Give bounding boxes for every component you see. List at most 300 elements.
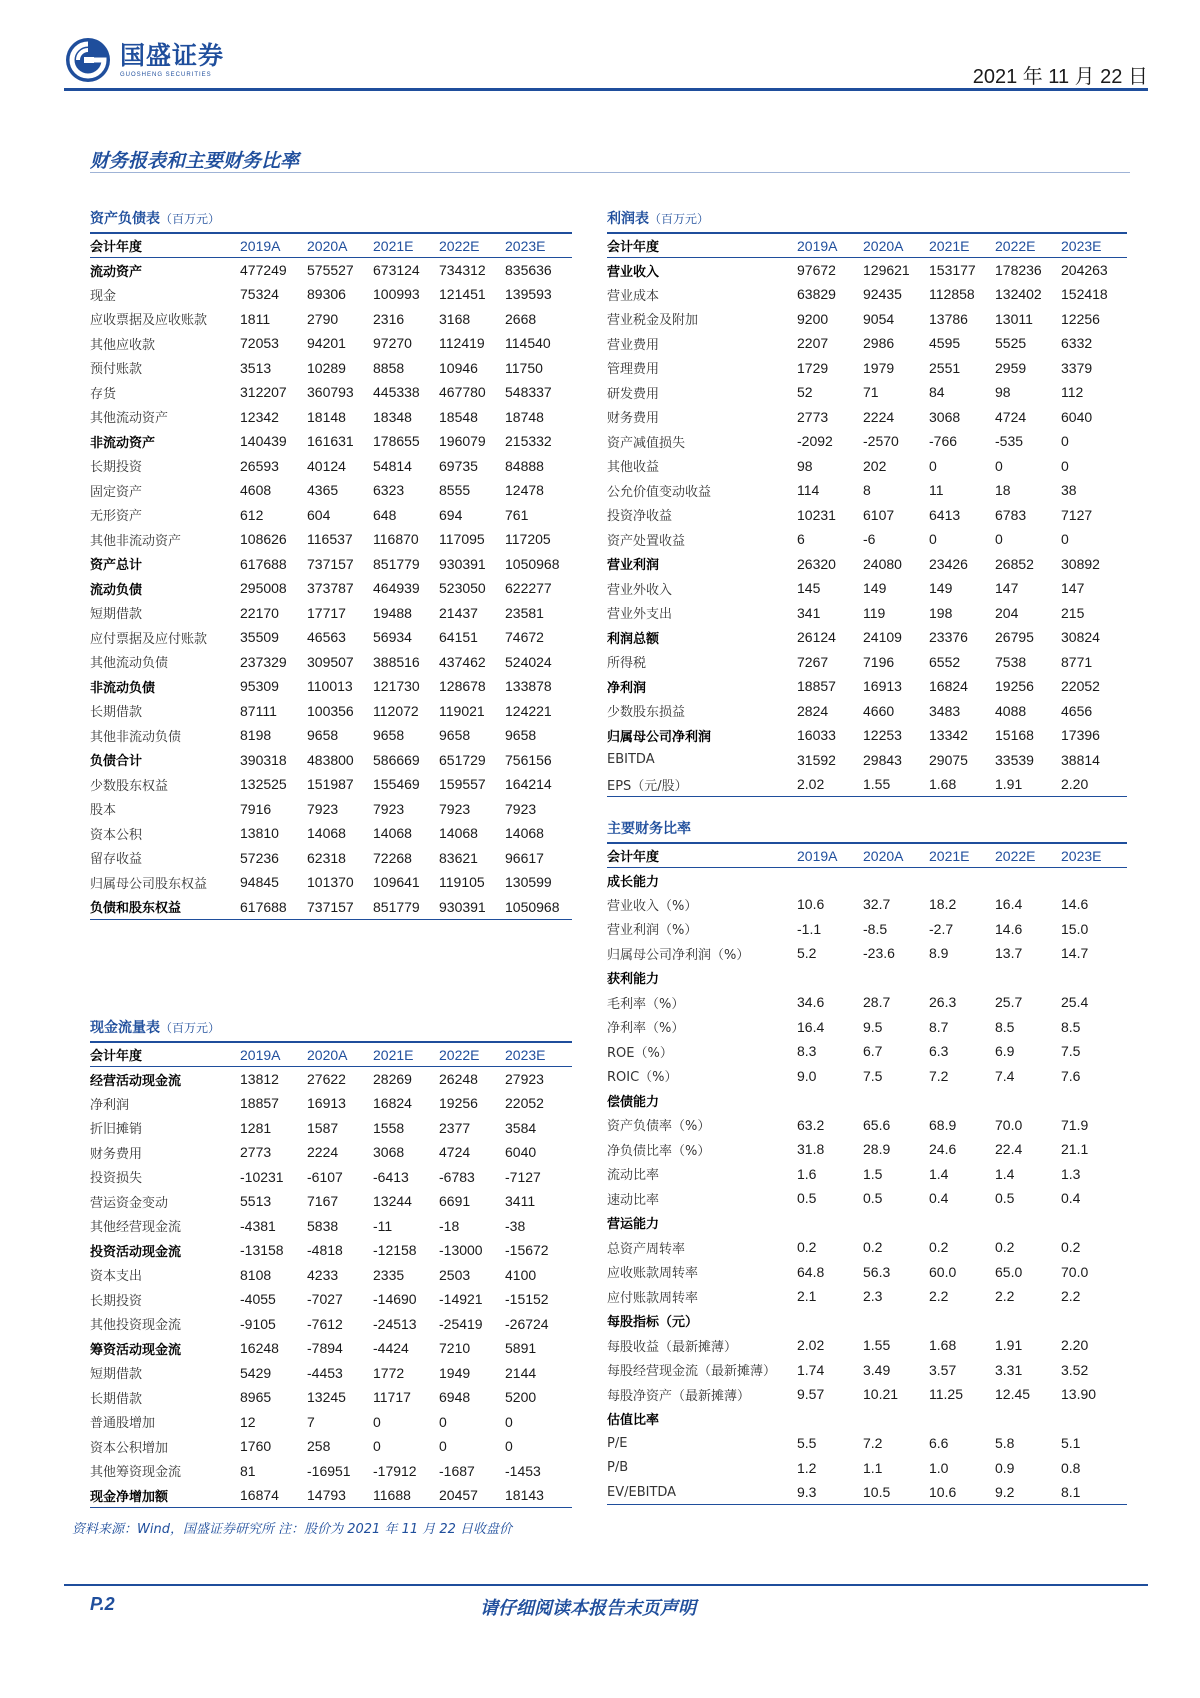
value-cell: 6107 bbox=[863, 506, 895, 523]
table-row bbox=[607, 552, 1127, 577]
value-cell: 604 bbox=[307, 506, 331, 523]
value-cell: 7.5 bbox=[863, 1067, 883, 1084]
row-label: 其他流动资产 bbox=[90, 411, 169, 427]
table-row bbox=[607, 674, 1127, 699]
value-cell: 2790 bbox=[307, 310, 339, 327]
row-label: 所得税 bbox=[607, 656, 647, 672]
value-cell: 3411 bbox=[505, 1193, 536, 1210]
value-cell: 7923 bbox=[373, 800, 405, 817]
row-label: 净利率（%） bbox=[607, 1021, 685, 1037]
value-cell: 851779 bbox=[373, 555, 420, 572]
value-cell: 72053 bbox=[240, 335, 279, 352]
value-cell: 5891 bbox=[505, 1340, 537, 1357]
table-row bbox=[90, 478, 572, 503]
year-header: 2023E bbox=[1061, 843, 1127, 868]
value-cell: 617688 bbox=[240, 555, 287, 572]
value-cell: 4365 bbox=[307, 482, 339, 499]
value-cell: 14068 bbox=[373, 825, 412, 842]
value-cell: 9.2 bbox=[995, 1480, 1061, 1505]
header-label: 会计年度 bbox=[90, 233, 240, 258]
section-divider bbox=[90, 172, 1130, 173]
value-cell: 65.6 bbox=[863, 1116, 891, 1133]
value-cell: 14.6 bbox=[995, 920, 1023, 937]
table-row bbox=[90, 1189, 572, 1214]
value-cell: 0 bbox=[505, 1413, 513, 1430]
value-cell: 8858 bbox=[373, 359, 405, 376]
value-cell: 6.6 bbox=[929, 1435, 949, 1452]
value-cell: -2570 bbox=[863, 433, 899, 450]
table-row bbox=[607, 380, 1127, 405]
row-label: 净负债比率（%） bbox=[607, 1143, 711, 1159]
value-cell: 0.5 bbox=[863, 1190, 883, 1207]
value-cell bbox=[995, 868, 1061, 893]
value-cell: 2335 bbox=[373, 1266, 405, 1283]
value-cell: 18.2 bbox=[929, 896, 957, 913]
value-cell: 112419 bbox=[439, 335, 485, 352]
table-row bbox=[607, 1407, 1127, 1432]
row-label: 财务费用 bbox=[90, 1146, 143, 1162]
value-cell: -13158 bbox=[240, 1242, 284, 1259]
header-divider bbox=[64, 88, 1148, 91]
row-label: 每股经营现金流（最新摊薄） bbox=[607, 1364, 777, 1380]
value-cell: 2959 bbox=[995, 359, 1027, 376]
value-cell: 89306 bbox=[307, 286, 346, 303]
value-cell: 9658 bbox=[373, 727, 405, 744]
table-row bbox=[90, 356, 572, 381]
year-header: 2020A bbox=[307, 1042, 373, 1067]
value-cell: 0.2 bbox=[797, 1239, 817, 1256]
table-row bbox=[607, 1088, 1127, 1113]
table-row bbox=[90, 821, 572, 846]
value-cell: -25419 bbox=[439, 1315, 483, 1332]
value-cell: 16874 bbox=[240, 1483, 307, 1508]
row-label: 毛利率（%） bbox=[607, 996, 685, 1012]
row-label: 成长能力 bbox=[607, 874, 660, 890]
value-cell: 2316 bbox=[373, 310, 405, 327]
value-cell: 312207 bbox=[240, 384, 287, 401]
row-label: 偿债能力 bbox=[607, 1094, 660, 1110]
value-cell: 309507 bbox=[307, 653, 354, 670]
value-cell: 27923 bbox=[505, 1071, 544, 1087]
value-cell: 46563 bbox=[307, 629, 346, 646]
value-cell: 110013 bbox=[307, 678, 353, 695]
value-cell: 9054 bbox=[863, 310, 895, 327]
value-cell: 0.2 bbox=[995, 1239, 1015, 1256]
row-label: ROIC（%） bbox=[607, 1070, 678, 1086]
row-label: 流动比率 bbox=[607, 1168, 660, 1184]
value-cell: 17717 bbox=[307, 604, 346, 621]
value-cell: 8555 bbox=[439, 482, 471, 499]
table-header-row bbox=[90, 1042, 572, 1067]
value-cell: 84888 bbox=[505, 457, 544, 474]
value-cell: 116537 bbox=[307, 531, 353, 548]
ratios-title-text: 主要财务比率 bbox=[607, 821, 691, 837]
value-cell: 7923 bbox=[439, 800, 471, 817]
value-cell: -26724 bbox=[505, 1315, 549, 1332]
value-cell: 0.9 bbox=[995, 1459, 1015, 1476]
value-cell: 109641 bbox=[373, 874, 420, 891]
value-cell: -4055 bbox=[240, 1291, 276, 1308]
value-cell: 7538 bbox=[995, 653, 1027, 670]
year-header: 2023E bbox=[505, 1042, 572, 1067]
value-cell: 1.0 bbox=[929, 1459, 949, 1476]
year-header: 2020A bbox=[863, 233, 929, 258]
row-label: 少数股东损益 bbox=[607, 705, 686, 721]
year-header: 2023E bbox=[1061, 233, 1127, 258]
financial-ratios-table bbox=[607, 842, 1127, 1505]
value-cell: 11688 bbox=[373, 1483, 439, 1508]
value-cell: 2.2 bbox=[995, 1288, 1015, 1305]
value-cell: 5.5 bbox=[797, 1435, 817, 1452]
row-label: 资产处置收益 bbox=[607, 533, 686, 549]
value-cell: 373787 bbox=[307, 580, 354, 597]
row-label: 流动负债 bbox=[90, 582, 143, 598]
value-cell: -38 bbox=[505, 1217, 526, 1234]
value-cell: 0.4 bbox=[929, 1190, 949, 1207]
value-cell: 38 bbox=[1061, 482, 1077, 499]
value-cell: 612 bbox=[240, 506, 264, 523]
row-label: 应付票据及应付账款 bbox=[90, 631, 208, 647]
value-cell: -12158 bbox=[373, 1242, 417, 1259]
table-row bbox=[90, 576, 572, 601]
value-cell bbox=[863, 966, 929, 991]
table-header-row bbox=[607, 233, 1127, 258]
row-label: 投资净收益 bbox=[607, 509, 673, 525]
value-cell: 4724 bbox=[439, 1144, 471, 1161]
row-label: 投资损失 bbox=[90, 1171, 143, 1187]
year-header: 2021E bbox=[373, 233, 439, 258]
row-label: 归属母公司净利润 bbox=[607, 729, 712, 745]
row-label: 存货 bbox=[90, 386, 117, 402]
value-cell: 9658 bbox=[505, 727, 537, 744]
value-cell: -7027 bbox=[307, 1291, 343, 1308]
value-cell: 1.91 bbox=[995, 772, 1061, 797]
row-label: 营业成本 bbox=[607, 288, 660, 304]
value-cell: 0.2 bbox=[929, 1239, 949, 1256]
value-cell: 1281 bbox=[240, 1119, 272, 1136]
row-label: 财务费用 bbox=[607, 411, 660, 427]
value-cell: 56934 bbox=[373, 629, 412, 646]
value-cell: -16951 bbox=[307, 1462, 351, 1479]
value-cell: 7196 bbox=[863, 653, 895, 670]
value-cell: 13.90 bbox=[1061, 1386, 1097, 1403]
value-cell: 1760 bbox=[240, 1438, 272, 1455]
value-cell: -14921 bbox=[439, 1291, 483, 1308]
table-row bbox=[607, 503, 1127, 528]
value-cell: 35509 bbox=[240, 629, 279, 646]
value-cell: -6413 bbox=[373, 1168, 409, 1185]
value-cell: 7.6 bbox=[1061, 1067, 1081, 1084]
row-label: 归属母公司股东权益 bbox=[90, 876, 208, 892]
value-cell: -18 bbox=[439, 1217, 460, 1234]
value-cell: 15.0 bbox=[1061, 920, 1089, 937]
value-cell bbox=[797, 1309, 863, 1334]
value-cell: 16824 bbox=[373, 1095, 412, 1112]
row-label: 获利能力 bbox=[607, 972, 660, 988]
value-cell: 3.31 bbox=[995, 1361, 1023, 1378]
row-label: 投资活动现金流 bbox=[90, 1244, 182, 1260]
value-cell: 29075 bbox=[929, 751, 968, 768]
value-cell: 13786 bbox=[929, 310, 968, 327]
value-cell: 737157 bbox=[307, 555, 354, 572]
value-cell: -2092 bbox=[797, 433, 833, 450]
value-cell: 2668 bbox=[505, 310, 537, 327]
value-cell: 2551 bbox=[929, 359, 961, 376]
value-cell: 2.2 bbox=[929, 1288, 949, 1305]
row-label: EBITDA bbox=[607, 752, 655, 768]
value-cell bbox=[863, 1407, 929, 1432]
value-cell: 18748 bbox=[505, 408, 544, 425]
value-cell: 2224 bbox=[307, 1144, 339, 1161]
year-header: 2021E bbox=[929, 233, 995, 258]
row-label: 负债和股东权益 bbox=[90, 895, 240, 920]
value-cell: 1050968 bbox=[505, 895, 572, 920]
value-cell: 132525 bbox=[240, 776, 287, 793]
value-cell: 23376 bbox=[929, 629, 968, 646]
table-row bbox=[90, 1165, 572, 1190]
value-cell: 4656 bbox=[1061, 702, 1093, 719]
table-row bbox=[90, 1263, 572, 1288]
value-cell bbox=[797, 1088, 863, 1113]
value-cell: -6 bbox=[863, 531, 876, 548]
table-row bbox=[607, 478, 1127, 503]
value-cell: 7210 bbox=[439, 1340, 471, 1357]
row-label: 非流动负债 bbox=[90, 680, 156, 696]
value-cell: 70.0 bbox=[995, 1116, 1023, 1133]
value-cell: 761 bbox=[505, 506, 529, 523]
value-cell: 14068 bbox=[307, 825, 346, 842]
guosheng-logo-icon bbox=[64, 36, 112, 84]
value-cell: 24080 bbox=[863, 555, 902, 572]
value-cell: 16.4 bbox=[995, 896, 1023, 913]
value-cell: 57236 bbox=[240, 849, 279, 866]
value-cell: 3068 bbox=[929, 408, 961, 425]
value-cell: 6552 bbox=[929, 653, 961, 670]
value-cell: 0.5 bbox=[797, 1190, 817, 1207]
value-cell: -4453 bbox=[307, 1364, 343, 1381]
value-cell: 15168 bbox=[995, 727, 1034, 744]
value-cell: 4660 bbox=[863, 702, 895, 719]
value-cell: 119021 bbox=[439, 702, 485, 719]
value-cell: 1979 bbox=[863, 359, 895, 376]
value-cell: 10289 bbox=[307, 359, 346, 376]
row-label: 估值比率 bbox=[607, 1413, 660, 1429]
table-row bbox=[607, 1015, 1127, 1040]
table-row bbox=[607, 699, 1127, 724]
value-cell: 10946 bbox=[439, 359, 478, 376]
value-cell: 6 bbox=[797, 531, 805, 548]
value-cell: 14068 bbox=[439, 825, 478, 842]
value-cell: 930391 bbox=[439, 555, 486, 572]
table-row bbox=[607, 405, 1127, 430]
value-cell: 8.9 bbox=[929, 945, 949, 962]
table-row bbox=[90, 405, 572, 430]
value-cell: 1811 bbox=[240, 310, 271, 327]
table-row bbox=[90, 650, 572, 675]
year-header: 2021E bbox=[929, 843, 995, 868]
row-label: 营业利润 bbox=[607, 558, 660, 574]
row-label: 非流动资产 bbox=[90, 435, 156, 451]
row-label: 负债合计 bbox=[90, 754, 143, 770]
value-cell: 26248 bbox=[439, 1071, 478, 1087]
value-cell: 69735 bbox=[439, 457, 478, 474]
value-cell bbox=[1061, 1309, 1127, 1334]
value-cell: 0 bbox=[505, 1438, 513, 1455]
value-cell: 930391 bbox=[439, 895, 505, 920]
row-label: 营业收入 bbox=[607, 264, 660, 280]
value-cell: 9.0 bbox=[797, 1067, 817, 1084]
value-cell: 18143 bbox=[505, 1483, 572, 1508]
value-cell: 1.68 bbox=[929, 1337, 957, 1354]
row-label: 留存收益 bbox=[90, 852, 143, 868]
table-row bbox=[607, 1284, 1127, 1309]
row-label: 其他收益 bbox=[607, 460, 660, 476]
value-cell bbox=[929, 1211, 995, 1236]
row-label: 资本公积 bbox=[90, 827, 143, 843]
value-cell: 13011 bbox=[995, 310, 1033, 327]
value-cell: -4424 bbox=[373, 1340, 409, 1357]
value-cell: 3.49 bbox=[863, 1361, 891, 1378]
value-cell bbox=[863, 868, 929, 893]
value-cell: 124221 bbox=[505, 702, 552, 719]
row-label: 短期借款 bbox=[90, 607, 143, 623]
table-row bbox=[607, 1162, 1127, 1187]
table-row bbox=[607, 1211, 1127, 1236]
table-row bbox=[607, 1382, 1127, 1407]
value-cell: 5.1 bbox=[1061, 1435, 1081, 1452]
table-row bbox=[90, 527, 572, 552]
value-cell bbox=[797, 868, 863, 893]
value-cell: 94201 bbox=[307, 335, 346, 352]
income-statement-title bbox=[607, 208, 709, 228]
value-cell: 6040 bbox=[1061, 408, 1093, 425]
value-cell: 1.74 bbox=[797, 1361, 825, 1378]
value-cell: 9658 bbox=[439, 727, 471, 744]
year-header: 2023E bbox=[505, 233, 572, 258]
row-label: 资产总计 bbox=[90, 558, 143, 574]
value-cell: 19256 bbox=[439, 1095, 478, 1112]
value-cell: 26593 bbox=[240, 457, 279, 474]
value-cell: 112 bbox=[1061, 384, 1084, 401]
value-cell: 2.1 bbox=[797, 1288, 817, 1305]
row-label: 总资产周转率 bbox=[607, 1241, 686, 1257]
value-cell: 0.2 bbox=[863, 1239, 883, 1256]
value-cell: 63829 bbox=[797, 286, 836, 303]
value-cell: 0.2 bbox=[1061, 1239, 1081, 1256]
table-row bbox=[607, 1309, 1127, 1334]
table-row bbox=[90, 380, 572, 405]
value-cell: 0.8 bbox=[1061, 1459, 1081, 1476]
value-cell: 437462 bbox=[439, 653, 486, 670]
table-row bbox=[607, 868, 1127, 893]
value-cell: 9658 bbox=[307, 727, 339, 744]
row-label: P/B bbox=[607, 1460, 629, 1476]
value-cell: -24513 bbox=[373, 1315, 417, 1332]
value-cell: 0 bbox=[1061, 531, 1069, 548]
value-cell: 10231 bbox=[797, 506, 836, 523]
row-label: 其他非流动负债 bbox=[90, 729, 182, 745]
value-cell: 0.4 bbox=[1061, 1190, 1081, 1207]
value-cell bbox=[797, 1407, 863, 1432]
value-cell: 26795 bbox=[995, 629, 1034, 646]
value-cell: 12342 bbox=[240, 408, 279, 425]
cash-flow-title bbox=[90, 1017, 220, 1037]
value-cell: 8.7 bbox=[929, 1018, 949, 1035]
value-cell: 140439 bbox=[240, 433, 287, 450]
value-cell: 0 bbox=[439, 1413, 447, 1430]
row-label: 资产减值损失 bbox=[607, 435, 686, 451]
value-cell: -1453 bbox=[505, 1462, 541, 1479]
value-cell bbox=[929, 868, 995, 893]
value-cell bbox=[863, 1309, 929, 1334]
table-row bbox=[90, 1361, 572, 1386]
value-cell: 19488 bbox=[373, 604, 412, 621]
value-cell bbox=[995, 1088, 1061, 1113]
table-row bbox=[607, 1358, 1127, 1383]
value-cell: 6948 bbox=[439, 1389, 471, 1406]
value-cell: 2986 bbox=[863, 335, 895, 352]
row-label: 营业外支出 bbox=[607, 607, 673, 623]
value-cell bbox=[1061, 1407, 1127, 1432]
page-number: P.2 bbox=[90, 1594, 115, 1614]
row-label: 管理费用 bbox=[607, 362, 660, 378]
value-cell: 16.4 bbox=[797, 1018, 825, 1035]
value-cell: 2503 bbox=[439, 1266, 471, 1283]
value-cell: 467780 bbox=[439, 384, 486, 401]
value-cell: -8.5 bbox=[863, 920, 888, 937]
table-row bbox=[607, 917, 1127, 942]
value-cell: 13.7 bbox=[995, 945, 1023, 962]
value-cell: 70.0 bbox=[1061, 1263, 1089, 1280]
value-cell: 617688 bbox=[240, 895, 307, 920]
value-cell: 81 bbox=[240, 1462, 256, 1479]
value-cell: 851779 bbox=[373, 895, 439, 920]
value-cell: 28.9 bbox=[863, 1141, 891, 1158]
table-row bbox=[90, 723, 572, 748]
value-cell: 0 bbox=[995, 457, 1003, 474]
value-cell: 6.9 bbox=[995, 1043, 1015, 1060]
value-cell: 1.1 bbox=[863, 1459, 883, 1476]
table-row bbox=[90, 454, 572, 479]
value-cell: 22052 bbox=[1061, 678, 1100, 695]
value-cell: 3.52 bbox=[1061, 1361, 1089, 1378]
value-cell: 68.9 bbox=[929, 1116, 957, 1133]
table-row bbox=[607, 1431, 1127, 1456]
table-row bbox=[90, 625, 572, 650]
value-cell: 1.4 bbox=[929, 1165, 949, 1182]
value-cell: 6.3 bbox=[929, 1043, 949, 1060]
cash-flow-unit: （百万元） bbox=[160, 1021, 221, 1035]
row-label: EPS（元/股） bbox=[607, 772, 797, 797]
value-cell: 16248 bbox=[240, 1340, 279, 1357]
table-row bbox=[90, 1385, 572, 1410]
value-cell: 1558 bbox=[373, 1119, 405, 1136]
table-row bbox=[90, 1336, 572, 1361]
value-cell: 734312 bbox=[439, 262, 486, 278]
table-row bbox=[607, 282, 1127, 307]
table-row bbox=[607, 576, 1127, 601]
table-row bbox=[607, 429, 1127, 454]
table-row bbox=[90, 797, 572, 822]
value-cell: 12 bbox=[240, 1413, 256, 1430]
row-label: 营业利润（%） bbox=[607, 923, 698, 939]
value-cell: 100993 bbox=[373, 286, 420, 303]
value-cell: 737157 bbox=[307, 895, 373, 920]
cash-flow-title-text: 现金流量表 bbox=[90, 1020, 160, 1036]
table-row bbox=[90, 1140, 572, 1165]
value-cell bbox=[1061, 1211, 1127, 1236]
value-cell: 84 bbox=[929, 384, 945, 401]
